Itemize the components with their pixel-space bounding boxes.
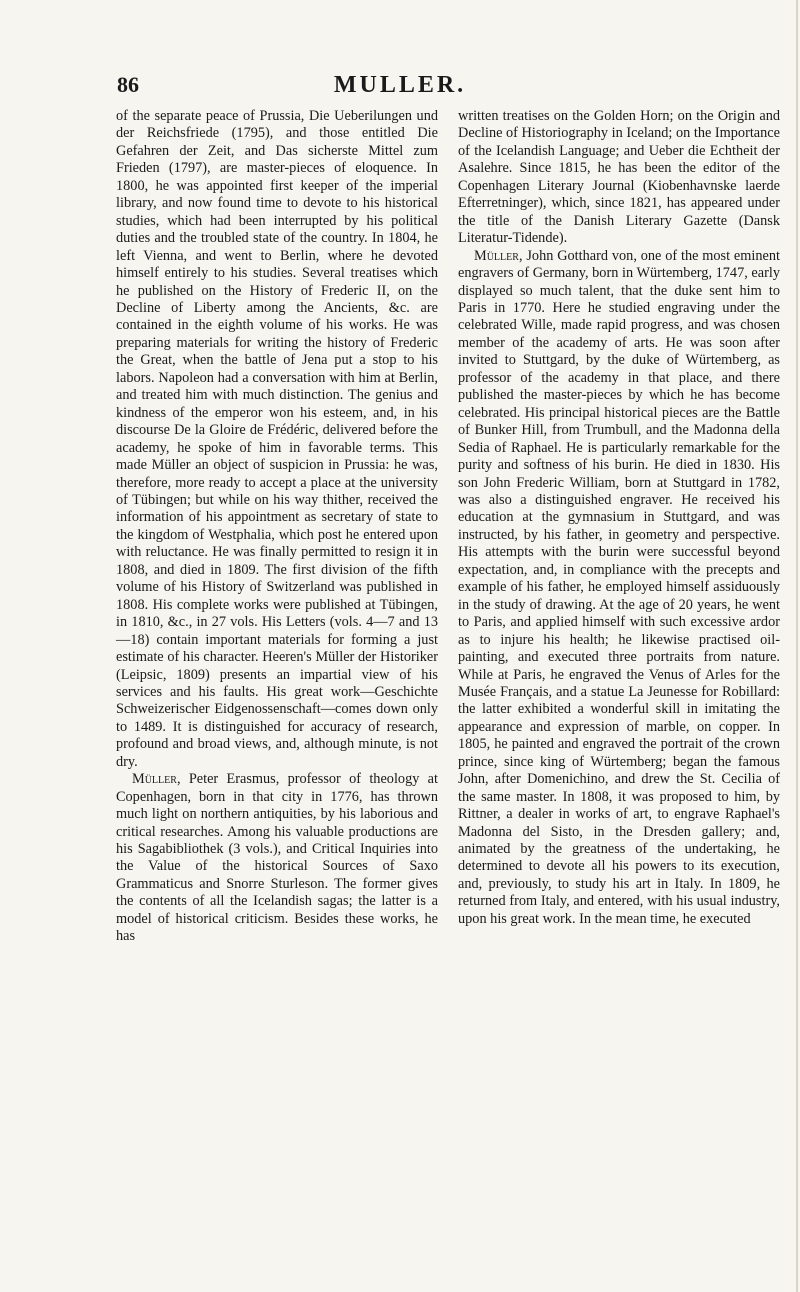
entry-headword: Müller [474,247,519,264]
paragraph-muller-john-gotthard [458,248,780,929]
paragraph-muller-peter-erasmus [116,771,438,946]
entry-body: , John Gotthard von, one of the most eminent engravers of Germany, born in Würtemberg, 1747, early displayed so much talent, that the duke sent him to Paris in 1770. Here he studied engraving under the celebrated Wille, made rapid progress, and was chosen member of the academy of arts. He was soon after invited to Stuttgard, by the duke of Würtemberg, as professor of the academy in that place, and there published the master-pieces by which he has become celebrated. His principal historical pieces are the Battle of Bunker Hill, from Trumbull, and the Madonna della Sedia of Raphael. He is particularly remarkable for the purity and softness of his burin. He died in 1830. His son John Frederic William, born at Stuttgard in 1782, was also a distinguished engraver. He received his education at the gymnasium in Stuttgard, and was instructed, by his father, in geometry and perspective. His attempts with the burin were successful beyond expectation, and, in compliance with the precepts and example of his father, he employed himself assiduously in the study of drawing. At the age of 20 years, he went to Paris, and applied himself with such excessive ardor as to injure his health; he likewise practised oil-painting, and executed three portraits from nature. While at Paris, he engraved the Venus of Arles for the Musée Français, and a statue La Jeunesse for Robillard: the latter exhibited a wonderful skill in imitating the appearance and expression of marble, on copper. In 1805, he painted and engraved the portrait of the crown prince, since king of Würtemberg; began the famous John, after Domenichino, and drew the St. Cecilia of the same master. In 1808, it was proposed to him, by Rittner, a dealer in works of art, to engrave Raphael's Madonna del Sisto, in the Dresden gallery; and, animated by the greatness of the undertaking, he determined to devote all his powers to its execution, and, previously, to study his art in Italy. In 1809, he returned from Italy, and entered, with his usual industry, upon his great work. In the mean time, he executed [458,247,780,927]
page-number: 86 [117,72,139,97]
left-column [116,108,438,946]
running-head: MULLER. [333,72,467,98]
paragraph-muller-johannes-continued: of the separate peace of Prussia, Die Ueberilungen und der Reichsfriede (1795), and those entitled Die Gefahren der Zeit, and Das sicherste Mittel zum Frieden (1797), are master-pieces of eloquence. In 1800, he was appointed first keeper of the imperial library, and now found time to devote to his historical studies, which had been interrupted by his political duties and the troubled state of the country. In 1804, he left Vienna, and went to Berlin, where he devoted himself entirely to his studies. Several treatises which he published on the History of Frederic II, on the Decline of Liberty among the Ancients, &c. are contained in the eighth volume of his works. He was preparing materials for writing the history of Frederic the Great, when the battle of Jena put a stop to his labors. Napoleon had a conversation with him at Berlin, and treated him with much distinction. The genius and kindness of the emperor won his esteem, and, in his discourse De la Gloire de Frédéric, delivered before the academy, he spoke of him in favorable terms. This made Müller an object of suspicion in Prussia: he was, therefore, more ready to accept a place at the university of Tübingen; but while on his way thither, received the information of his appointment as secretary of state to the kingdom of Westphalia, which post he entered upon with reluctance. He was finally permitted to resign it in 1808, and died in 1809. The first division of the fifth volume of his History of Switzerland was published in 1808. His complete works were published at Tübingen, in 1810, &c., in 27 vols. His Letters (vols. 4—7 and 13—18) contain important materials for forming a just estimate of his character. Heeren's Müller der Historiker (Leipsic, 1809) presents an impartial view of his services and his faults. His great work—Geschichte Schweizerischer Eidgenossenschaft—comes down only to 1489. It is distinguished for accuracy of research, profound and broad views, and, although minute, is not dry. [116,108,438,770]
page-edge-line [796,0,798,1292]
paragraph-muller-peter-erasmus-continued: written treatises on the Golden Horn; on the Origin and Decline of Historiography in Iceland; on the Importance of the Icelandish Language; and Ueber die Echtheit der Asalehre. Since 1815, he has been the editor of the Copenhagen Literary Journal (Kiobenhavnske laerde Efterretninger), which, since 1821, has appeared under the title of the Danish Literary Gazette (Dansk Literatur-Tidende). [458,108,780,247]
right-column [458,108,780,928]
page-header [0,72,800,102]
entry-body: , Peter Erasmus, professor of theology at Copenhagen, born in that city in 1776, has thrown much light on northern antiquities, by his laborious and critical researches. Among his valuable productions are his Sagabibliothek (3 vols.), and Critical Inquiries into the Value of the historical Sources of Saxo Grammaticus and Snorre Sturleson. The former gives the contents of all the Icelandish sagas; the latter is a model of historical criticism. Besides these works, he has [116,771,438,945]
entry-headword: Müller [132,771,177,788]
